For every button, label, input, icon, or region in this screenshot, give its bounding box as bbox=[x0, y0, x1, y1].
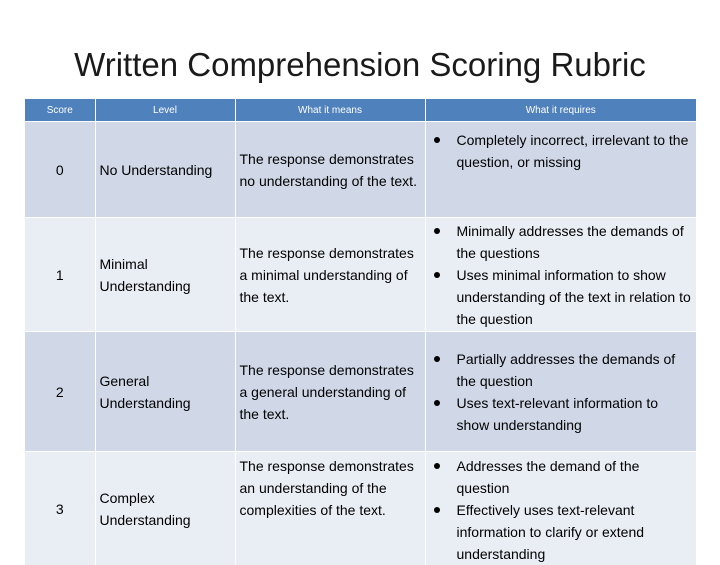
means-cell: The response demonstrates no understanding of the text. bbox=[235, 122, 425, 218]
means-cell: The response demonstrates an understanding of the complexities of the text. bbox=[235, 452, 425, 565]
requirement-item: Uses text-relevant information to show understanding bbox=[426, 392, 697, 436]
header-row bbox=[25, 99, 696, 122]
requirement-item: Uses minimal information to show understanding of the text in relation to the question bbox=[426, 264, 697, 330]
page-title: Written Comprehension Scoring Rubric bbox=[0, 46, 720, 84]
table-row bbox=[25, 332, 696, 452]
requires-cell bbox=[425, 122, 696, 218]
score-cell: 3 bbox=[25, 452, 95, 565]
requirement-item: Effectively uses text-relevant information to clarify or extend understanding bbox=[426, 499, 697, 565]
requirement-item: Addresses the demand of the question bbox=[426, 455, 697, 499]
header-requires: What it requires bbox=[425, 99, 696, 122]
header-level: Level bbox=[95, 99, 235, 122]
table-row bbox=[25, 452, 696, 565]
means-cell: The response demonstrates a minimal understanding of the text. bbox=[235, 218, 425, 332]
level-cell: No Understanding bbox=[95, 122, 235, 218]
requires-cell bbox=[425, 332, 696, 452]
table-row bbox=[25, 122, 696, 218]
means-cell: The response demonstrates a general understanding of the text. bbox=[235, 332, 425, 452]
level-cell: Minimal Understanding bbox=[95, 218, 235, 332]
requirement-item: Minimally addresses the demands of the questions bbox=[426, 220, 697, 264]
score-cell: 1 bbox=[25, 218, 95, 332]
requirement-item: Completely incorrect, irrelevant to the question, or missing bbox=[426, 129, 697, 173]
score-cell: 0 bbox=[25, 122, 95, 218]
level-cell: Complex Understanding bbox=[95, 452, 235, 565]
score-cell: 2 bbox=[25, 332, 95, 452]
level-cell: General Understanding bbox=[95, 332, 235, 452]
table-row bbox=[25, 218, 696, 332]
requirement-item: Partially addresses the demands of the question bbox=[426, 348, 697, 392]
requires-cell bbox=[425, 218, 696, 332]
header-means: What it means bbox=[235, 99, 425, 122]
rubric-table bbox=[25, 99, 696, 565]
header-score: Score bbox=[25, 99, 95, 122]
requires-cell bbox=[425, 452, 696, 565]
